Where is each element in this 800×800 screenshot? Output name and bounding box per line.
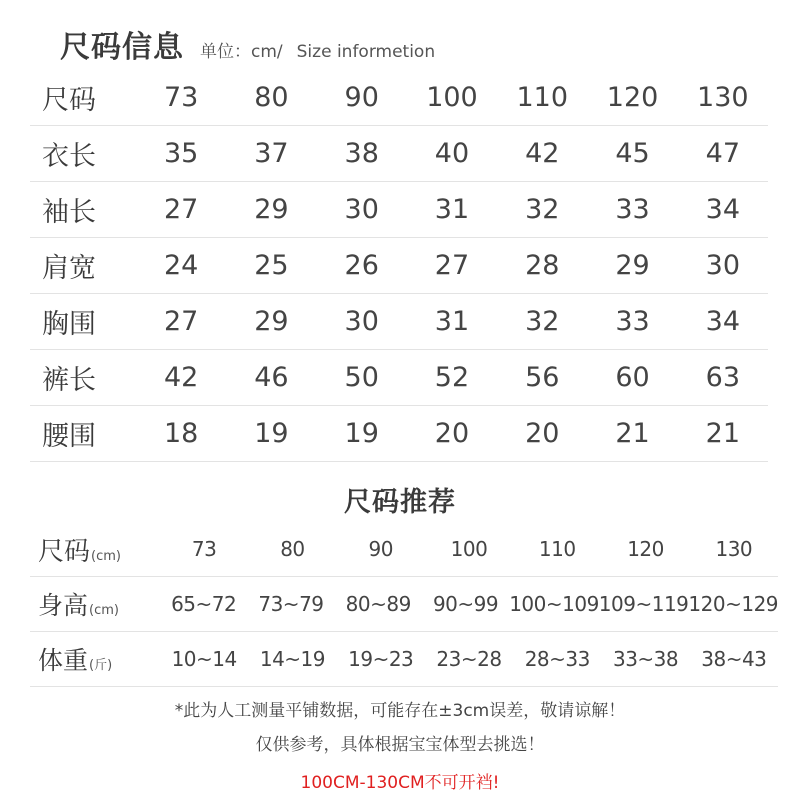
row-label: 腰围	[42, 421, 96, 452]
row-label: 胸围	[42, 309, 96, 340]
unit-note	[200, 37, 449, 62]
table-cell: 18	[163, 418, 199, 449]
table-cell: 27	[434, 250, 470, 281]
row-label: 衣长	[42, 141, 96, 172]
row-label-text: 尺码	[38, 536, 91, 567]
table-cell: 21	[615, 418, 650, 449]
table-cell: 33	[615, 194, 650, 225]
row-label-unit: (斤)	[89, 658, 113, 673]
table-cell: 109~119	[598, 592, 689, 616]
table-cell: 34	[705, 306, 740, 337]
table-cell: 52	[434, 362, 470, 393]
table-cell: 30	[705, 250, 740, 281]
table-cell: 10~14	[171, 647, 237, 671]
table-cell: 42	[525, 138, 560, 169]
table-cell: 33	[615, 306, 650, 337]
size-table-row	[30, 70, 768, 126]
size-table-row	[30, 406, 768, 462]
table-cell: 33~38	[612, 647, 679, 671]
table-cell: 30	[344, 306, 379, 337]
table-cell: 29	[254, 306, 289, 337]
table-cell: 19~23	[348, 647, 414, 671]
table-cell: 100	[450, 537, 488, 561]
table-cell: 120~129	[688, 592, 779, 616]
row-label-text: 体重	[38, 646, 89, 675]
row-label: 裤长	[42, 365, 96, 396]
row-label: 肩宽	[42, 253, 96, 284]
table-cell: 20	[434, 418, 470, 449]
size-table-row	[30, 350, 768, 406]
table-cell: 73~79	[258, 592, 324, 616]
table-cell: 23~28	[436, 647, 502, 671]
table-cell: 100~109	[509, 592, 599, 616]
unit-label: 单位：cm/	[200, 42, 283, 62]
size-table-row	[30, 294, 768, 350]
table-cell: 25	[254, 250, 289, 281]
table-cell: 27	[163, 194, 199, 225]
table-cell: 20	[525, 418, 560, 449]
table-cell: 46	[254, 362, 289, 393]
table-cell: 19	[254, 418, 289, 449]
row-label	[30, 586, 160, 622]
table-cell: 32	[525, 194, 560, 225]
recommend-table-row	[30, 577, 778, 632]
size-table-row	[30, 238, 768, 294]
table-cell: 29	[254, 194, 289, 225]
table-cell: 34	[705, 194, 740, 225]
table-cell: 27	[163, 306, 199, 337]
table-cell: 35	[163, 138, 199, 169]
table-cell: 73	[191, 537, 217, 561]
table-cell: 110	[516, 82, 569, 113]
table-cell: 30	[344, 194, 379, 225]
table-cell: 26	[344, 250, 379, 281]
table-cell: 110	[538, 537, 576, 561]
table-cell: 80	[254, 82, 289, 113]
table-cell: 14~19	[259, 647, 325, 671]
size-table-row	[30, 182, 768, 238]
table-cell: 21	[705, 418, 740, 449]
recommend-table-row	[30, 522, 778, 577]
table-cell: 60	[615, 362, 650, 393]
table-cell: 73	[163, 82, 199, 113]
table-cell: 37	[254, 138, 289, 169]
row-label-unit: (cm)	[89, 603, 119, 618]
table-cell: 31	[434, 306, 470, 337]
table-cell: 65~72	[171, 592, 237, 616]
table-cell: 130	[697, 82, 749, 113]
row-label-unit: (cm)	[91, 548, 121, 564]
recommend-table-row	[30, 632, 778, 687]
warning-note: 100CM-130CM不可开裆!	[300, 773, 500, 793]
table-cell: 28~33	[524, 647, 590, 671]
table-cell: 28	[525, 250, 560, 281]
row-label	[30, 641, 160, 677]
table-cell: 47	[705, 138, 740, 169]
row-label-text: 身高	[38, 591, 89, 620]
table-cell: 24	[163, 250, 199, 281]
table-cell: 120	[627, 537, 664, 561]
table-cell: 90	[368, 537, 393, 561]
recommend-title: 尺码推荐	[344, 487, 456, 518]
size-table-row	[30, 126, 768, 182]
row-label: 尺码	[42, 85, 96, 116]
reference-note: 仅供参考，具体根据宝宝体型去挑选！	[255, 735, 545, 755]
table-cell: 56	[525, 362, 560, 393]
table-cell: 120	[606, 82, 659, 113]
table-cell: 90~99	[432, 592, 499, 616]
size-table	[30, 70, 768, 462]
table-cell: 100	[426, 82, 478, 113]
table-cell: 80	[280, 537, 305, 561]
disclaimer-note: *此为人工测量平铺数据，可能存在±3cm误差，敬请谅解！	[174, 701, 626, 721]
table-cell: 38	[344, 138, 379, 169]
table-cell: 130	[715, 537, 753, 561]
table-cell: 80~89	[345, 592, 411, 616]
table-cell: 42	[163, 362, 199, 393]
table-cell: 45	[615, 138, 650, 169]
recommend-table	[30, 522, 778, 687]
table-cell: 32	[525, 306, 560, 337]
table-cell: 90	[344, 82, 379, 113]
table-cell: 31	[434, 194, 470, 225]
page-title: 尺码信息	[60, 30, 184, 65]
table-cell: 29	[615, 250, 650, 281]
unit-label-en: Size informetion	[296, 42, 436, 62]
row-label: 袖长	[42, 197, 96, 228]
table-cell: 19	[344, 418, 379, 449]
size-info-header	[60, 22, 449, 66]
table-cell: 63	[705, 362, 740, 393]
row-label	[30, 531, 160, 568]
table-cell: 50	[344, 362, 379, 393]
table-cell: 40	[434, 138, 470, 169]
table-cell: 38~43	[701, 647, 767, 671]
